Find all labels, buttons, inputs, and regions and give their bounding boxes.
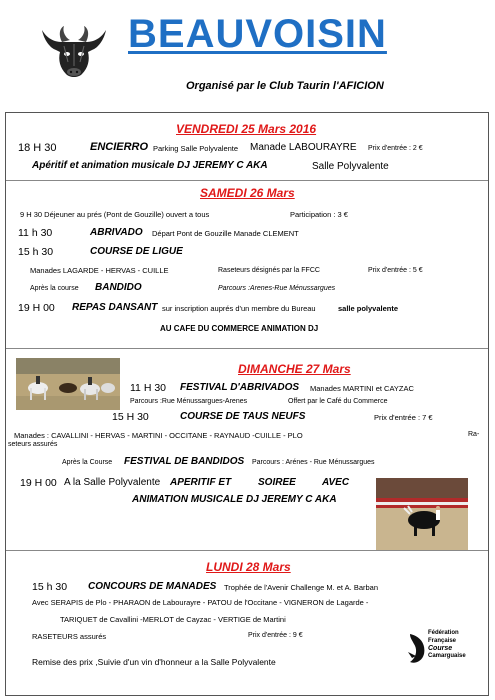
ffcc-line-4: Camarguaise [428,652,466,659]
saturday-after-course: Après la course [30,285,79,292]
page-title: BEAUVOISIN [128,12,387,56]
sunday-raseteurs: seteurs assurés [8,441,58,448]
saturday-dinner-info: sur inscription auprés d'un membre du Bureau [162,304,316,313]
sunday-evening-time: 19 H 00 [20,477,57,489]
saturday-breakfast: 9 H 30 Déjeuner au prés (Pont de Gouzille) ouvert a tous [20,210,210,219]
organizer-subtitle: Organisé par le Club Taurin l'AFICION [186,80,384,92]
ffcc-line-1: Fédération [428,630,459,636]
sunday-after-course: Après la Course [62,459,113,466]
monday-bulls-2: TARIQUET de Cavallini -MERLOT de Cayzac - VERTIGE de Martini [60,615,286,624]
monday-heading: LUNDI 28 Mars [206,560,291,574]
saturday-raseteurs: Raseteurs désignés par la FFCC [218,267,320,274]
bull-head-icon [38,22,110,84]
friday-event: ENCIERRO [90,141,149,153]
monday-concours: CONCOURS DE MANADES [88,581,217,592]
saturday-course: COURSE DE LIGUE [90,246,183,257]
saturday-breakfast-price: Participation : 3 € [290,210,348,219]
sunday-heading: DIMANCHE 27 Mars [238,362,351,376]
monday-trophy: Trophée de l'Avenir Challenge M. et A. Barban [224,583,379,592]
sunday-festival-abrivados: FESTIVAL D'ABRIVADOS [180,382,300,393]
friday-aperitif-place: Salle Polyvalente [312,161,389,172]
saturday-abrivado: ABRIVADO [90,227,143,238]
abrivado-photo [16,358,120,410]
saturday-manades: Manades LAGARDE - HERVAS - CUILLE [30,266,169,275]
saturday-course-time: 15 h 30 [18,246,54,258]
friday-heading: VENDREDI 25 Mars 2016 [176,122,317,136]
friday-aperitif: Apéritif et animation musicale DJ JEREMY C AKA [32,160,268,171]
sunday-course-time: 15 H 30 [112,411,149,423]
sunday-dj: DJ JEREMY C AKA [246,494,337,505]
ffcc-line-3: Course [428,645,453,652]
sunday-bandidos-route: Parcours : Arénes - Rue Ménussargues [252,459,375,466]
friday-manade: Manade LABOURAYRE [250,142,357,153]
saturday-dinner: REPAS DANSANT [72,302,158,313]
ffcc-logo-icon [406,632,428,666]
saturday-heading: SAMEDI 26 Mars [200,186,295,200]
sunday-manades: Manades : CAVALLINI - HERVAS - MARTINI - OCCITANE - RAYNAUD -CUILLE - PLO [14,431,303,440]
monday-prize-giving: Remise des prix ,Suivie d'un vin d'honneur a la Salle Polyvalente [32,657,276,667]
divider-3 [6,550,488,551]
divider-1 [6,180,488,181]
sunday-abrivado-manades: Manades MARTINI et CAYZAC [310,384,414,393]
sunday-raseteurs-cont: Ra- [468,431,480,438]
divider-2 [6,348,488,349]
sunday-course-price: Prix d'entrée : 7 € [374,413,433,422]
sunday-abrivado-time: 11 H 30 [130,382,166,394]
saturday-bandido-route: Parcours :Arenes-Rue Ménussargues [218,285,336,292]
saturday-cafe: AU CAFE DU COMMERCE ANIMATION DJ [160,324,319,333]
sunday-course: COURSE DE TAUS NEUFS [180,411,306,422]
saturday-dinner-place: salle polyvalente [338,304,399,313]
saturday-price: Prix d'entrée : 5 € [368,267,423,274]
sunday-avec: AVEC [322,477,350,488]
ffcc-logo-text [428,630,466,660]
sunday-animation: ANIMATION MUSICALE [132,494,243,505]
ffcc-line-2: Française [428,637,457,644]
ffcc-logo [406,630,468,670]
friday-place: Parking Salle Polyvalente [153,144,239,153]
saturday-bandido: BANDIDO [95,282,142,293]
friday-price: Prix d'entrée : 2 € [368,145,423,152]
arena-bull-photo [376,478,468,550]
saturday-abrivado-place: Départ Pont de Gouzille Manade CLEMENT [152,229,299,238]
sunday-evening-place: A la Salle Polyvalente [64,477,161,488]
sunday-abrivado-offer: Offert par le Café du Commerce [288,398,388,405]
saturday-dinner-time: 19 H 00 [18,302,55,314]
monday-time: 15 h 30 [32,581,68,593]
sunday-soiree: SOIREE [258,477,296,488]
saturday-abrivado-time: 11 h 30 [18,227,53,239]
sunday-festival-bandidos: FESTIVAL DE BANDIDOS [124,456,245,467]
sunday-aperitif: APERITIF ET [170,477,232,488]
monday-raseteurs: RASETEURS assurés [32,632,107,641]
monday-price: Prix d'entrée : 9 € [248,632,303,639]
monday-bulls-1: Avec SERAPIS de Plo - PHARAON de Labourayre - PATOU de l'Occitane - VIGNERON de Lagarde - [32,598,369,607]
sunday-abrivado-route: Parcours :Rue Ménussargues-Arenes [130,398,248,405]
friday-time: 18 H 30 [18,142,57,154]
